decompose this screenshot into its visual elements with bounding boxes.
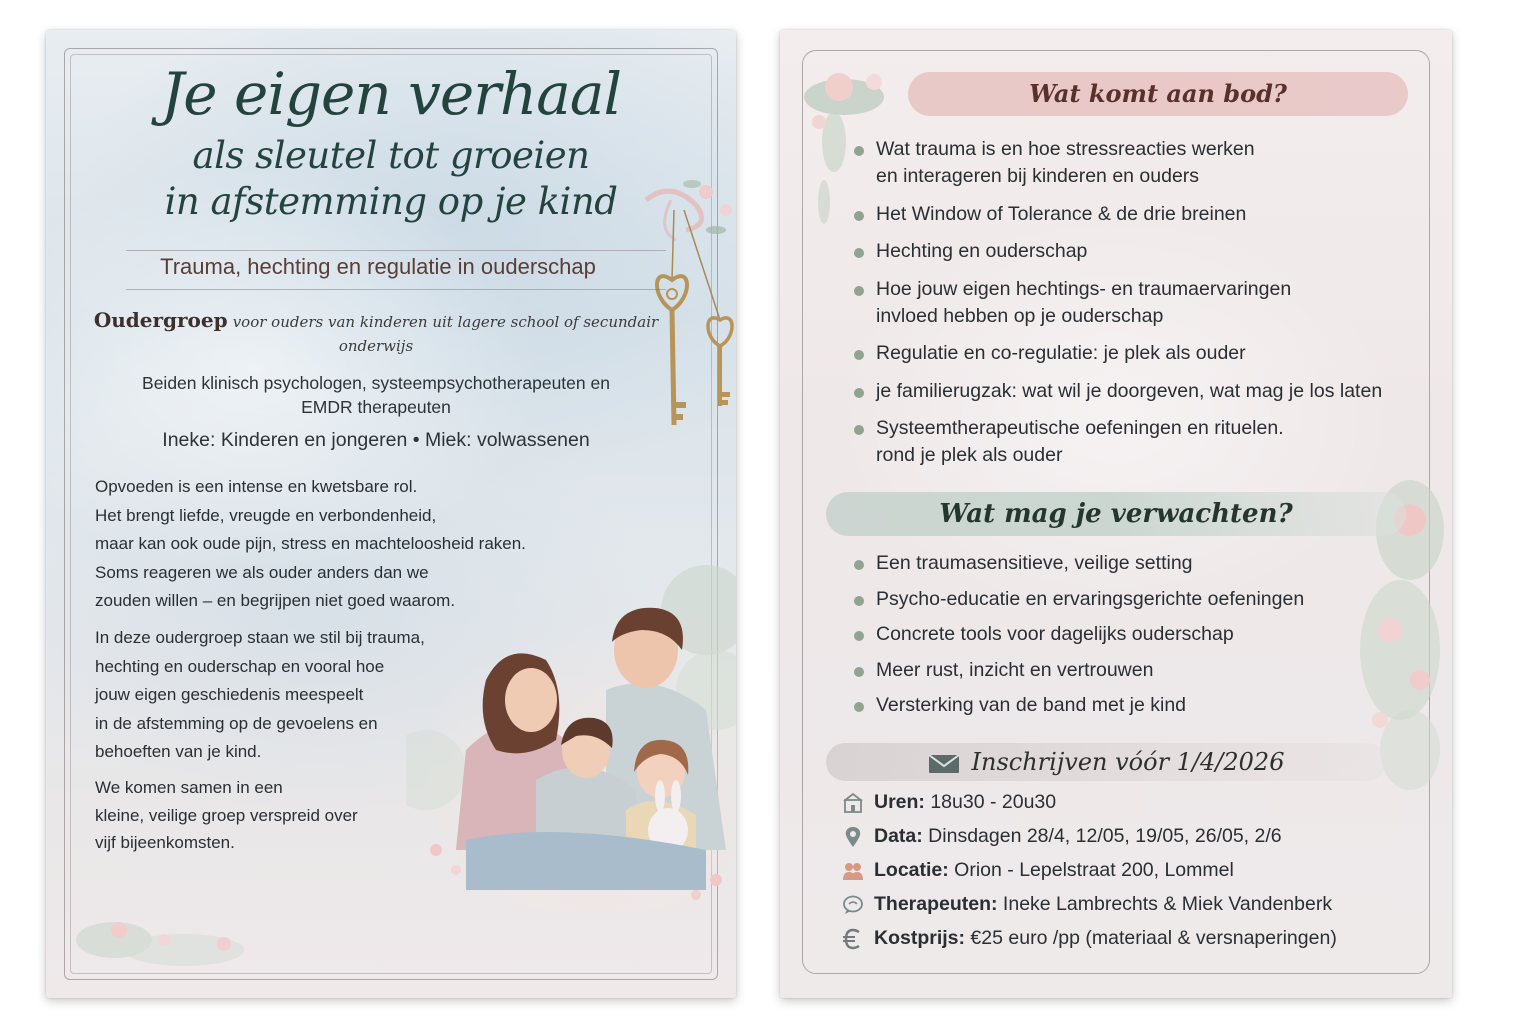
- credentials-line-2: EMDR therapeuten: [301, 397, 451, 417]
- info-value: 18u30 - 20u30: [924, 791, 1057, 813]
- flyer-subtitle: Trauma, hechting en regulatie in ouderschap: [160, 254, 596, 279]
- info-value: Orion - Lepelstraat 200, Lommel: [948, 859, 1234, 881]
- info-label: Locatie:: [874, 859, 949, 881]
- info-item-price: [842, 924, 1402, 958]
- group-audience: voor ouders van kinderen uit lagere school of secundair onderwijs: [232, 313, 659, 355]
- flyer-title: Je eigen verhaal: [160, 60, 621, 128]
- list-item-text: en interageren bij kinderen en ouders: [876, 165, 1200, 187]
- info-item-dates: [842, 822, 1402, 856]
- flyer-title-line-3: in afstemming op je kind: [164, 180, 618, 223]
- list-item: [854, 201, 1424, 228]
- clock-building-icon: [842, 792, 864, 814]
- flower-decoration: [74, 880, 274, 970]
- list-item-text: Hoe jouw eigen hechtings- en traumaervaringen: [876, 277, 1292, 300]
- format-paragraph: [95, 774, 385, 857]
- therapist-credentials: [86, 371, 666, 419]
- list-item: [854, 276, 1424, 330]
- info-item-therapists: [842, 890, 1402, 924]
- info-item-hours: [842, 788, 1402, 822]
- list-item-text: Hechting en ouderschap: [876, 240, 1088, 262]
- info-item-location: [842, 856, 1402, 890]
- focus-paragraph: [95, 624, 425, 767]
- credentials-line-1: Beiden klinisch psychologen, systeempsychotherapeuten en: [142, 373, 610, 393]
- list-item-text: Systeemtherapeutische oefeningen en rituelen.: [876, 417, 1284, 439]
- flyer-front-page: [46, 30, 736, 998]
- format-line: We komen samen in een: [95, 778, 283, 797]
- people-icon: [842, 860, 864, 882]
- chat-icon: [842, 894, 864, 916]
- list-item-text: Wat trauma is en hoe stressreacties werken: [876, 138, 1255, 160]
- euro-icon: [842, 928, 864, 950]
- format-line: kleine, veilige groep verspreid over: [95, 805, 358, 825]
- list-item: [854, 238, 1424, 265]
- focus-line: jouw eigen geschiedenis meespeelt: [95, 685, 364, 704]
- therapist-focus: Ineke: Kinderen en jongeren • Miek: volwassenen: [162, 429, 590, 451]
- list-item-text: Regulatie en co-regulatie: je plek als ouder: [876, 342, 1246, 364]
- intro-line: Opvoeden is een intense en kwetsbare rol.: [95, 477, 418, 496]
- list-item: Een traumasensitieve, veilige setting: [854, 550, 1424, 577]
- intro-line: zouden willen – en begrijpen niet goed waarom.: [95, 591, 456, 610]
- list-item-text: invloed hebben op je ouderschap: [876, 304, 1164, 327]
- registration-deadline: Inschrijven vóór 1/4/2026: [971, 748, 1285, 776]
- intro-line: maar kan ook oude pijn, stress en machteloosheid raken.: [95, 534, 526, 553]
- list-item-text: Het Window of Tolerance & de drie breinen: [876, 202, 1247, 225]
- focus-line: In deze oudergroep staan we stil bij trauma,: [95, 628, 425, 647]
- info-value: Dinsdagen 28/4, 12/05, 19/05, 26/05, 2/6: [922, 825, 1282, 847]
- intro-line: Soms reageren we als ouder anders dan we: [95, 562, 429, 582]
- list-item: [854, 415, 1424, 469]
- list-item: Meer rust, inzicht en vertrouwen: [854, 657, 1424, 684]
- practical-info-list: [842, 788, 1402, 958]
- section-header-topics: Wat komt aan bod?: [908, 72, 1408, 116]
- focus-line: in de afstemming op de gevoelens en: [95, 713, 378, 733]
- list-item: Concrete tools voor dagelijks ouderschap: [854, 621, 1424, 648]
- envelope-icon: [928, 754, 960, 774]
- list-item: [854, 378, 1424, 405]
- list-item-text: je familierugzak: wat wil je doorgeven, wat mag je los laten: [876, 379, 1383, 402]
- section-header-expectations: Wat mag je verwachten?: [826, 492, 1406, 536]
- info-label: Kostprijs:: [874, 927, 966, 949]
- topics-list: [854, 136, 1424, 480]
- location-pin-icon: [842, 826, 864, 848]
- focus-line: behoeften van je kind.: [95, 742, 262, 761]
- list-item: [854, 136, 1424, 190]
- list-item: Psycho-educatie en ervaringsgerichte oefeningen: [854, 586, 1424, 613]
- format-line: vijf bijeenkomsten.: [95, 833, 235, 852]
- flyer-back-page: [780, 30, 1452, 998]
- info-label: Uren:: [874, 791, 925, 813]
- list-item: [854, 340, 1424, 367]
- section-header-registration: [826, 743, 1386, 781]
- info-value: €25 euro /pp (materiaal & versnaperingen): [965, 927, 1337, 949]
- group-description: [86, 308, 666, 358]
- family-illustration: [406, 550, 736, 910]
- list-item: Versterking van de band met je kind: [854, 692, 1424, 719]
- info-value: Ineke Lambrechts & Miek Vandenberk: [997, 893, 1333, 915]
- flyer-title-line-2: als sleutel tot groeien: [192, 134, 590, 177]
- group-name: Oudergroep: [93, 308, 228, 332]
- focus-line: hechting en ouderschap en vooral hoe: [95, 656, 385, 676]
- list-item-text: rond je plek als ouder: [876, 444, 1063, 466]
- expectations-list: [854, 550, 1424, 728]
- info-label: Therapeuten:: [874, 893, 998, 915]
- intro-line: Het brengt liefde, vreugde en verbondenheid,: [95, 505, 437, 525]
- info-label: Data:: [874, 825, 923, 847]
